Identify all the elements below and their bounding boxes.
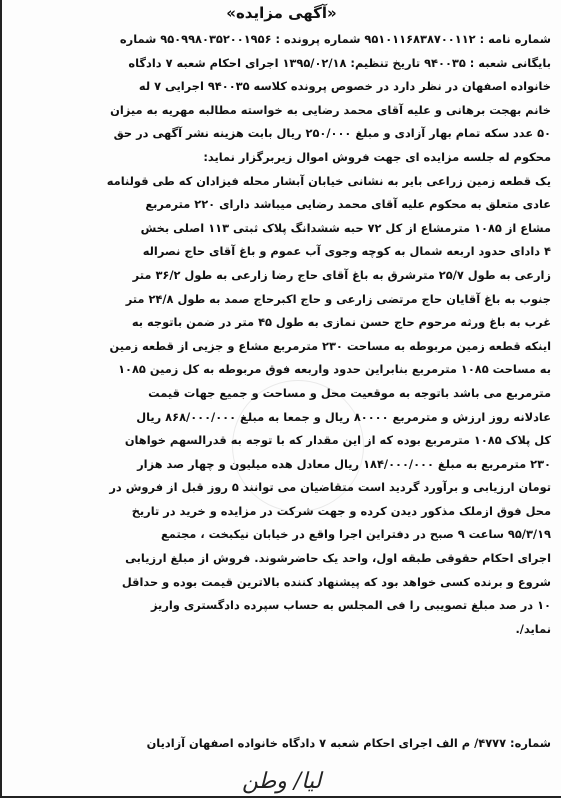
notice-line: ۱۰ در صد مبلغ تصویبی را فی المجلس به حساب سپرده دادگستری واریز xyxy=(150,598,551,613)
notice-footer: شماره: ۴۷۷۷/ م الف اجرای احکام شعبه ۷ دادگاه خانواده اصفهان آزادیان xyxy=(146,736,551,750)
notice-line: جنوب به باغ آقایان حاج مرتضی زارعی و حاج اکبرحاج صمد به طول ۲۴/۸ متر xyxy=(125,291,551,306)
notice-line: خانم بهجت برهانی و علیه آقای محمد رضایی به خواسته مطالبه مهریه به میزان xyxy=(110,102,551,117)
notice-line: اینکه قطعه زمین مربوطه به مساحت ۲۳۰ مترمربع مشاع و جزیی از قطعه زمین xyxy=(109,338,551,353)
notice-line: زارعی به طول ۲۵/۷ مترشرق به باغ آقای حاج رضا زارعی به طول ۳۶/۲ متر xyxy=(132,267,551,282)
notice-title: «آگهی مزایده» xyxy=(226,4,337,22)
notice-line: ۴ دادای حدود اربعه شمال به کوچه وجوی آب عموم و باغ آقای حاج نصراله xyxy=(142,244,551,259)
handwritten-signature: لیا/ وطن xyxy=(242,769,322,794)
notice-line: عادلانه روز ارزش و مترمربع ۸۰۰۰۰ ریال و جمعا به مبلغ ۸۶۸/۰۰۰/۰۰۰ ریال xyxy=(136,409,551,424)
notice-line: شروع و برنده کسی خواهد بود که پیشنهاد کننده بالاترین قیمت بوده و حداقل xyxy=(121,574,551,589)
notice-line: مترمربع می باشد باتوجه به موقعیت محل و مساحت و جمیع جهات قیمت xyxy=(148,385,551,400)
notice-line: شماره نامه : ۹۵۱۰۱۱۶۸۳۸۷۰۰۱۱۲ شماره پرونده : ۹۵۰۹۹۸۰۳۵۲۰۰۱۹۵۶ شماره xyxy=(119,32,551,46)
notice-line: غرب به باغ ورثه مرحوم حاج حسن نمازی به طول ۴۵ متر در ضمن باتوجه به xyxy=(131,315,551,330)
notice-body xyxy=(10,28,551,641)
notice-line: به مساحت ۱۰۸۵ مترمربع بنابراین حدود واربعه فوق مربوطه به کل زمین ۱۰۸۵ xyxy=(118,362,551,377)
notice-line: کل پلاک ۱۰۸۵ مترمربع بوده که از این مقدار که با توجه به قدرالسهم خواهان xyxy=(124,433,551,448)
notice-line: خانواده اصفهان در نظر دارد در خصوص پرونده کلاسه ۹۴۰۰۳۵ اجرایی ۷ له xyxy=(138,79,551,94)
notice-line: ۵۰ عدد سکه تمام بهار آزادی و مبلغ ۲۵۰/۰۰۰ ریال بابت هزینه نشر آگهی در حق xyxy=(113,126,551,141)
notice-line: بایگانی شعبه : ۹۴۰۰۳۵ تاریخ تنظیم: ۱۳۹۵/۰۲/۱۸ اجرای احکام شعبه ۷ دادگاه xyxy=(128,55,551,70)
notice-line: ۹۵/۳/۱۹ ساعت ۹ صبح در دفتراین اجرا واقع در خیابان نیکبخت ، مجتمع xyxy=(161,527,551,542)
notice-line: محکوم له جلسه مزایده ای جهت فروش اموال زیربرگزار نماید: xyxy=(203,149,551,164)
notice-line: یک قطعه زمین زراعی بایر به نشانی خیابان آبشار محله فیزادان که طی قولنامه xyxy=(106,173,551,188)
notice-line: تومان ارزیابی و برآورد گردید است متقاضیان می توانند ۵ روز قبل از فروش در xyxy=(109,480,551,495)
notice-line: اجرای احکام حقوقی طبقه اول، واحد یک حاضرشوند. فروش از مبلغ ارزیابی xyxy=(125,551,551,566)
notice-line: محل فوق ازملک مذکور دیدن کرده و جهت شرکت در مزایده و خرید در تاریخ xyxy=(131,503,551,518)
notice-line: ۲۳۰ مترمربع به مبلغ ۱۸۴/۰۰۰/۰۰۰ ریال معادل هده میلیون و چهار صد هزار xyxy=(137,456,551,471)
notice-line: نماید/. xyxy=(515,621,551,636)
notice-line: مشاع از ۱۰۸۵ مترمشاع از کل ۷۲ حبه ششدانگ پلاک ثبتی ۱۱۳ اصلی بخش xyxy=(140,220,551,235)
notice-line: عادی متعلق به محکوم علیه آقای محمد رضایی میباشد دارای ۲۲۰ مترمربع xyxy=(145,197,551,212)
